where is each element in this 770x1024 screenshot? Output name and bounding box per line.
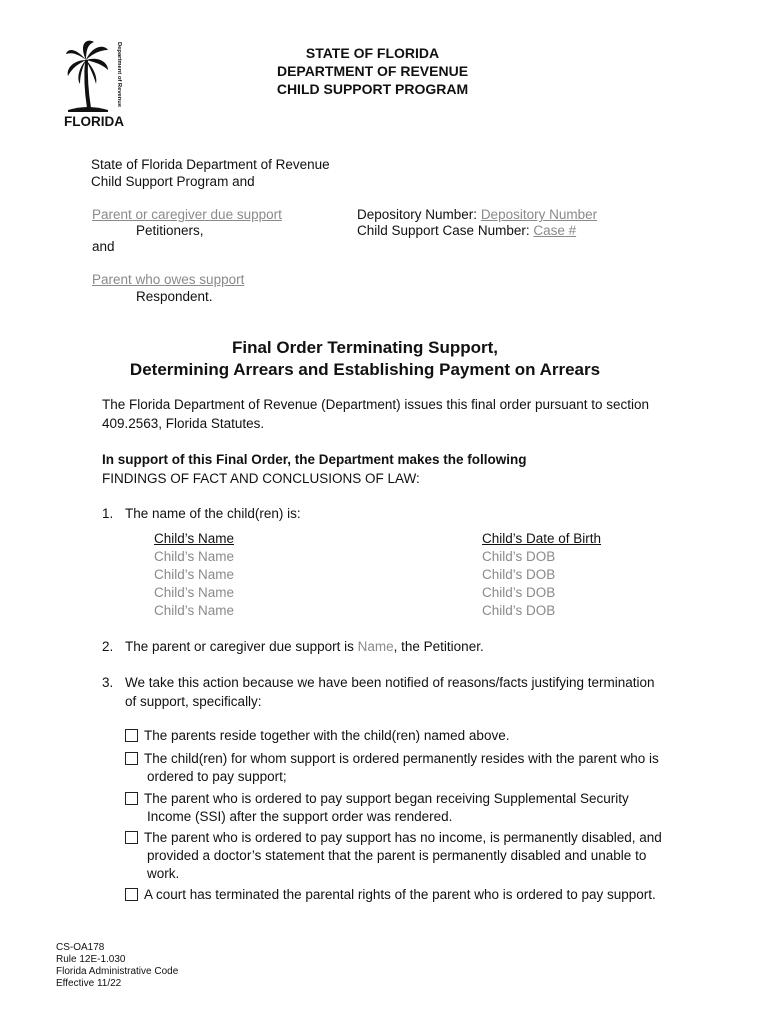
logo-side-text: Department of Revenue [116,42,122,108]
reason-checkbox[interactable] [125,752,138,765]
intro-line-2: 409.2563, Florida Statutes. [102,416,265,431]
reason-line-1: The parent who is ordered to pay support has no income, is permanently disabled, and [144,830,662,845]
child-name-field[interactable]: Child’s Name [154,549,235,564]
respondent-label: Respondent. [136,289,213,304]
header-line-3: CHILD SUPPORT PROGRAM [276,81,469,97]
child-name-header: Child’s Name [154,531,235,546]
reason-option [125,750,685,786]
intro-line-1: The Florida Department of Revenue (Department) issues this final order pursuant to section [102,397,650,412]
findings-heading [102,450,702,488]
reason-option [125,886,685,904]
child-dob-field[interactable]: Child’s DOB [482,567,556,582]
palm-tree-icon [64,38,126,128]
footer-code: Florida Administrative Code [56,966,179,977]
reason-line-1: The child(ren) for whom support is ordered permanently resides with the parent who is [144,751,659,766]
item-2-text [125,637,484,656]
reason-option [125,829,685,883]
item-2-text-before: The parent or caregiver due support is [125,639,358,654]
petitioner-field[interactable]: Parent or caregiver due support [92,207,282,222]
reason-checkbox[interactable] [125,831,138,844]
footer-effective: Effective 11/22 [56,978,122,989]
document-header [200,44,545,98]
footer-rule: Rule 12E-1.030 [56,954,126,965]
caption-line-2: Child Support Program and [91,174,255,189]
findings-bold-line: In support of this Final Order, the Department makes the following [102,452,527,467]
item-3-text [125,673,705,711]
findings-line-2: FINDINGS OF FACT AND CONCLUSIONS OF LAW: [102,471,420,486]
reason-line-3: work. [147,866,180,881]
case-label: Child Support Case Number: [357,223,530,238]
case-field[interactable]: Case # [533,223,577,238]
depository-field[interactable]: Depository Number [480,207,598,222]
respondent-field[interactable]: Parent who owes support [92,272,245,287]
item-3-line-1: We take this action because we have been notified of reasons/facts justifying termination [125,675,655,690]
item-3-number: 3. [102,675,114,690]
reason-option [125,790,685,826]
item-1-text: The name of the child(ren) is: [125,506,301,521]
case-row [357,222,576,239]
header-line-2: DEPARTMENT OF REVENUE [276,63,469,79]
depository-label: Depository Number: [357,207,478,222]
child-dob-field[interactable]: Child’s DOB [482,549,556,564]
reason-line-2: Income (SSI) after the support order was rendered. [147,809,453,824]
intro-paragraph [102,395,702,433]
form-footer [56,942,178,990]
child-name-field[interactable]: Child’s Name [154,603,235,618]
reason-line-1: The parents reside together with the child(ren) named above. [144,728,510,743]
petitioner-name-field[interactable]: Name [357,639,394,654]
reason-checkbox[interactable] [125,888,138,901]
reason-checkbox[interactable] [125,792,138,805]
florida-dor-logo [64,38,126,128]
and-label: and [92,239,115,254]
child-dob-field[interactable]: Child’s DOB [482,585,556,600]
reason-line-2: ordered to pay support; [147,769,287,784]
petitioners-label: Petitioners, [136,223,204,238]
logo-wordmark: FLORIDA [64,113,124,128]
item-2-text-after: , the Petitioner. [393,639,484,654]
depository-row [357,206,597,223]
child-name-field[interactable]: Child’s Name [154,567,235,582]
reason-checkbox[interactable] [125,729,138,742]
item-2-number: 2. [102,639,114,654]
child-dob-field[interactable]: Child’s DOB [482,603,556,618]
child-dob-header: Child’s Date of Birth [482,531,602,546]
reason-line-1: A court has terminated the parental rights of the parent who is ordered to pay support. [144,887,656,902]
child-name-field[interactable]: Child’s Name [154,585,235,600]
order-title [60,337,670,381]
reason-option [125,727,685,745]
item-1-number: 1. [102,506,114,521]
title-line-2: Determining Arrears and Establishing Payment on Arrears [129,360,601,379]
item-3-line-2: of support, specifically: [125,694,262,709]
reason-line-2: provided a doctor’s statement that the parent is permanently disabled and unable to [147,848,647,863]
footer-form-id: CS-OA178 [56,942,105,953]
title-line-1: Final Order Terminating Support, [231,338,499,357]
reason-line-1: The parent who is ordered to pay support began receiving Supplemental Security [144,791,629,806]
header-line-1: STATE OF FLORIDA [305,45,440,61]
caption-line-1: State of Florida Department of Revenue [91,157,330,172]
